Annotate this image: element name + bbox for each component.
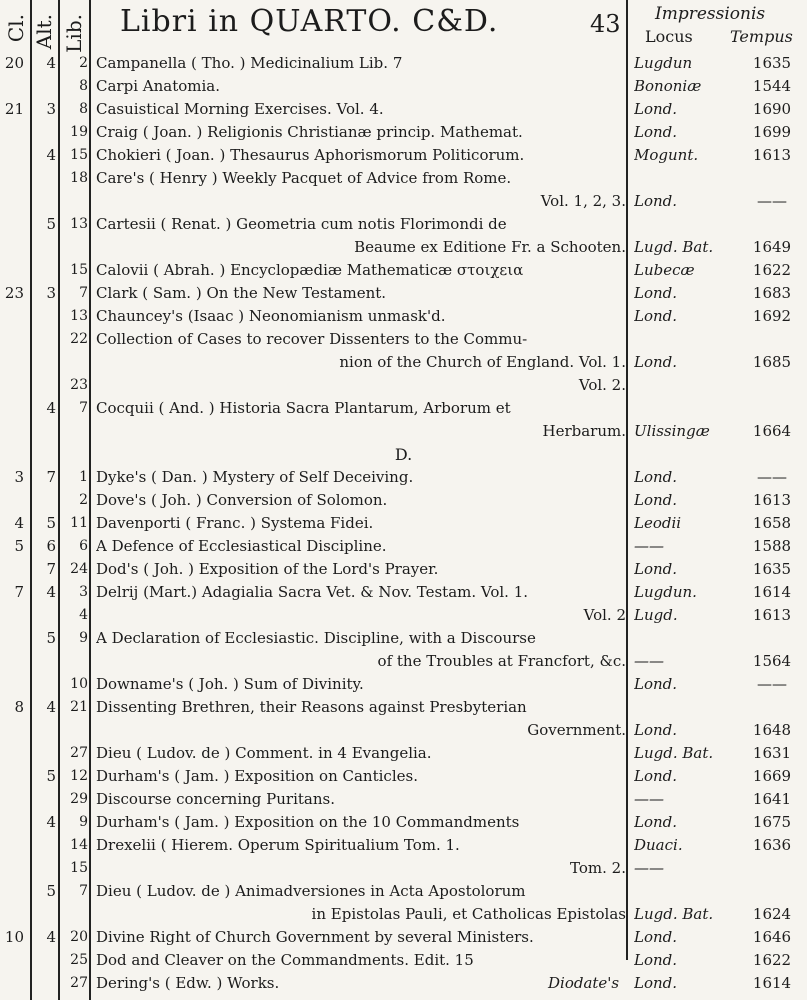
catalogue-row [0, 696, 807, 742]
entry-continuation: Government. [527, 721, 626, 739]
entry-title: Dod's ( Joh. ) Exposition of the Lord's Prayer. [96, 560, 439, 578]
book-number: 1 [79, 469, 88, 485]
book-number: 29 [70, 791, 88, 807]
class-number: 7 [14, 583, 24, 601]
imprint-year: 1669 [752, 767, 792, 785]
entry-title: Clark ( Sam. ) On the New Testament. [96, 284, 387, 302]
catalogue-entries [0, 52, 807, 995]
catalogue-row [0, 121, 807, 144]
shelf-number: 5 [46, 767, 56, 785]
class-number: 8 [14, 698, 24, 716]
entry-continuation: nion of the Church of England. Vol. 1. [339, 353, 626, 371]
imprint-year: 1658 [752, 514, 792, 532]
catalogue-row [0, 282, 807, 305]
imprint-year: 1649 [752, 238, 792, 256]
imprint-place: Lond. [634, 100, 678, 118]
imprint-year: 1614 [752, 583, 792, 601]
imprint-year: 1588 [752, 537, 792, 555]
imprint-place: Lond. [634, 951, 678, 969]
entry-title: Carpi Anatomia. [96, 77, 220, 95]
book-number: 13 [70, 308, 88, 324]
imprint-year: —— [757, 468, 787, 486]
book-number: 25 [70, 952, 88, 968]
shelf-number: 4 [46, 928, 56, 946]
column-header-alt: Alt. [32, 14, 56, 50]
book-number: 15 [70, 262, 88, 278]
shelf-number: 4 [46, 146, 56, 164]
book-number: 14 [70, 837, 88, 853]
impressionis-header: Impressionis [655, 4, 766, 24]
imprint-year: 1690 [752, 100, 792, 118]
imprint-year: 1635 [752, 54, 792, 72]
catalogue-row [0, 213, 807, 259]
book-number: 21 [70, 699, 88, 715]
imprint-place: Lugd. [634, 606, 678, 624]
catalogue-row [0, 558, 807, 581]
class-number: 4 [14, 514, 24, 532]
shelf-number: 6 [46, 537, 56, 555]
catalogue-row [0, 788, 807, 811]
entry-title: Cocquii ( And. ) Historia Sacra Plantarum, Arborum et [96, 399, 511, 417]
imprint-place: Lond. [634, 721, 678, 739]
book-number: 4 [79, 607, 88, 623]
imprint-place: Leodii [634, 514, 682, 532]
book-number: 2 [79, 492, 88, 508]
book-number: 27 [70, 745, 88, 761]
book-number: 27 [70, 975, 88, 991]
imprint-place: Lugd. Bat. [634, 905, 714, 923]
entry-continuation: Herbarum. [542, 422, 626, 440]
imprint-place: Ulissingæ [634, 422, 710, 440]
shelf-number: 7 [46, 560, 56, 578]
shelf-number: 5 [46, 629, 56, 647]
catalogue-row [0, 581, 807, 604]
imprint-place: Lond. [634, 123, 678, 141]
book-number: 15 [70, 147, 88, 163]
shelf-number: 5 [46, 215, 56, 233]
catalogue-row [0, 75, 807, 98]
shelf-number: 7 [46, 468, 56, 486]
book-number: 2 [79, 55, 88, 71]
column-header-cl: Cl. [4, 14, 28, 43]
imprint-place: Lugdun. [634, 583, 697, 601]
entry-continuation: of the Troubles at Francfort, &c. [377, 652, 626, 670]
entry-title: Dieu ( Ludov. de ) Comment. in 4 Evangelia. [96, 744, 432, 762]
imprint-year: 1564 [752, 652, 792, 670]
imprint-place: Lugdun [634, 54, 693, 72]
imprint-place: Lond. [634, 491, 678, 509]
entry-title: Dissenting Brethren, their Reasons against Presbyterian [96, 698, 527, 716]
catalogue-row [0, 466, 807, 489]
entry-title: Delrij (Mart.) Adagialia Sacra Vet. & Nov. Testam. Vol. 1. [96, 583, 529, 601]
imprint-place: Lond. [634, 560, 678, 578]
catalogue-row [0, 144, 807, 167]
catalogue-row [0, 627, 807, 673]
catalogue-row [0, 604, 807, 627]
imprint-place: Mogunt. [634, 146, 699, 164]
imprint-place: —— [634, 859, 664, 877]
catalogue-row [0, 857, 807, 880]
class-number: 23 [4, 284, 24, 302]
entry-continuation: Beaume ex Editione Fr. a Schooten. [354, 238, 626, 256]
section-heading: D. [394, 445, 413, 464]
imprint-place: Duaci. [634, 836, 683, 854]
imprint-year: 1648 [752, 721, 792, 739]
imprint-place: Lond. [634, 974, 678, 992]
imprint-year: 1699 [752, 123, 792, 141]
catalogue-row [0, 52, 807, 75]
book-number: 3 [79, 584, 88, 600]
imprint-year: 1613 [752, 146, 792, 164]
page-number: 43 [590, 10, 621, 38]
book-number: 15 [70, 860, 88, 876]
catalogue-row [0, 765, 807, 788]
book-number: 10 [70, 676, 88, 692]
entry-title: Calovii ( Abrah. ) Encyclopædiæ Mathematicæ στοιχεια [96, 261, 524, 279]
imprint-place: —— [634, 537, 664, 555]
imprint-place: Lond. [634, 928, 678, 946]
class-number: 10 [4, 928, 24, 946]
imprint-place: —— [634, 652, 664, 670]
entry-title: Dieu ( Ludov. de ) Animadversiones in Acta Apostolorum [96, 882, 526, 900]
catalogue-row [0, 328, 807, 374]
imprint-place: Lond. [634, 284, 678, 302]
imprint-year: 1692 [752, 307, 792, 325]
catalogue-row [0, 673, 807, 696]
imprint-year: —— [757, 192, 787, 210]
imprint-year: 1685 [752, 353, 792, 371]
book-number: 20 [70, 929, 88, 945]
shelf-number: 4 [46, 54, 56, 72]
book-number: 18 [70, 170, 88, 186]
catalogue-row [0, 926, 807, 949]
book-number: 8 [79, 78, 88, 94]
entry-title: Drexelii ( Hierem. Operum Spiritualium Tom. 1. [96, 836, 460, 854]
book-number: 19 [70, 124, 88, 140]
catalogue-row [0, 535, 807, 558]
entry-title: Davenporti ( Franc. ) Systema Fidei. [96, 514, 374, 532]
entry-title: Dod and Cleaver on the Commandments. Edit. 15 [96, 951, 474, 969]
entry-title: Dyke's ( Dan. ) Mystery of Self Deceiving. [96, 468, 414, 486]
catalogue-row [0, 397, 807, 443]
shelf-number: 5 [46, 882, 56, 900]
entry-title: Divine Right of Church Government by several Ministers. [96, 928, 534, 946]
catchword: Diodate's [548, 974, 620, 992]
catalogue-row [0, 305, 807, 328]
imprint-place: Lond. [634, 192, 678, 210]
imprint-year: 1624 [752, 905, 792, 923]
catalogue-row [0, 98, 807, 121]
class-number: 3 [14, 468, 24, 486]
entry-title: Durham's ( Jam. ) Exposition on the 10 Commandments [96, 813, 520, 831]
book-number: 23 [70, 377, 88, 393]
imprint-place: Lond. [634, 307, 678, 325]
shelf-number: 3 [46, 100, 56, 118]
shelf-number: 4 [46, 813, 56, 831]
entry-title: Dove's ( Joh. ) Conversion of Solomon. [96, 491, 388, 509]
imprint-year: 1664 [752, 422, 792, 440]
shelf-number: 3 [46, 284, 56, 302]
entry-title: Casuistical Morning Exercises. Vol. 4. [96, 100, 384, 118]
book-number: 12 [70, 768, 88, 784]
column-header-lib: Lib. [62, 14, 86, 53]
entry-title: A Defence of Ecclesiastical Discipline. [96, 537, 387, 555]
catalogue-row [0, 949, 807, 972]
catalogue-row [0, 489, 807, 512]
class-number: 20 [4, 54, 24, 72]
shelf-number: 5 [46, 514, 56, 532]
catalogue-row [0, 972, 807, 995]
book-number: 7 [79, 285, 88, 301]
imprint-place: Bononiæ [634, 77, 702, 95]
imprint-year: 1683 [752, 284, 792, 302]
imprint-year: 1613 [752, 491, 792, 509]
tempus-header: Tempus [730, 27, 793, 46]
entry-title: Cartesii ( Renat. ) Geometria cum notis Florimondi de [96, 215, 507, 233]
book-number: 22 [70, 331, 88, 347]
catalogue-row [0, 811, 807, 834]
entry-title: Tom. 2. [570, 859, 626, 877]
book-number: 7 [79, 400, 88, 416]
entry-title: Vol. 2. [578, 376, 626, 394]
imprint-place: Lubecæ [634, 261, 695, 279]
entry-continuation: in Epistolas Pauli, et Catholicas Epistolas [311, 905, 626, 923]
entry-title: A Declaration of Ecclesiastic. Discipline, with a Discourse [96, 629, 536, 647]
imprint-year: 1614 [752, 974, 792, 992]
book-number: 11 [70, 515, 88, 531]
catalogue-row [0, 512, 807, 535]
imprint-year: 1646 [752, 928, 792, 946]
entry-title: Collection of Cases to recover Dissenters to the Commu- [96, 330, 528, 348]
catalogue-row [0, 259, 807, 282]
entry-title: Care's ( Henry ) Weekly Pacquet of Advice from Rome. [96, 169, 512, 187]
imprint-year: 1636 [752, 836, 792, 854]
imprint-year: 1613 [752, 606, 792, 624]
book-number: 13 [70, 216, 88, 232]
imprint-place: Lond. [634, 813, 678, 831]
imprint-year: 1631 [752, 744, 792, 762]
entry-title: Dering's ( Edw. ) Works. [96, 974, 280, 992]
entry-title: Discourse concerning Puritans. [96, 790, 335, 808]
shelf-number: 4 [46, 583, 56, 601]
entry-continuation: Vol. 1, 2, 3. [540, 192, 626, 210]
book-number: 8 [79, 101, 88, 117]
catalogue-row [0, 742, 807, 765]
imprint-year: 1675 [752, 813, 792, 831]
imprint-year: 1544 [752, 77, 792, 95]
locus-header: Locus [645, 27, 693, 46]
catalogue-row [0, 834, 807, 857]
entry-title: Downame's ( Joh. ) Sum of Divinity. [96, 675, 364, 693]
imprint-place: Lugd. Bat. [634, 744, 714, 762]
catalogue-row [0, 880, 807, 926]
entry-title: Vol. 2 [583, 606, 626, 624]
imprint-year: 1635 [752, 560, 792, 578]
book-number: 24 [70, 561, 88, 577]
page-title: Libri in QUARTO. C&D. [120, 4, 499, 39]
imprint-year: —— [757, 675, 787, 693]
shelf-number: 4 [46, 698, 56, 716]
book-number: 9 [79, 630, 88, 646]
imprint-place: Lond. [634, 675, 678, 693]
imprint-place: Lugd. Bat. [634, 238, 714, 256]
imprint-year: 1622 [752, 261, 792, 279]
imprint-place: Lond. [634, 353, 678, 371]
entry-title: Durham's ( Jam. ) Exposition on Canticles. [96, 767, 418, 785]
class-number: 21 [4, 100, 24, 118]
imprint-place: Lond. [634, 767, 678, 785]
entry-title: Campanella ( Tho. ) Medicinalium Lib. 7 [96, 54, 403, 72]
catalogue-row [0, 167, 807, 213]
book-number: 7 [79, 883, 88, 899]
imprint-year: 1641 [752, 790, 792, 808]
imprint-place: —— [634, 790, 664, 808]
entry-title: Craig ( Joan. ) Religionis Christianæ princip. Mathemat. [96, 123, 523, 141]
entry-title: Chauncey's (Isaac ) Neonomianism unmask'd. [96, 307, 446, 325]
entry-title: Chokieri ( Joan. ) Thesaurus Aphorismorum Politicorum. [96, 146, 525, 164]
class-number: 5 [14, 537, 24, 555]
imprint-year: 1622 [752, 951, 792, 969]
imprint-place: Lond. [634, 468, 678, 486]
catalogue-row [0, 374, 807, 397]
book-number: 6 [79, 538, 88, 554]
book-number: 9 [79, 814, 88, 830]
shelf-number: 4 [46, 399, 56, 417]
